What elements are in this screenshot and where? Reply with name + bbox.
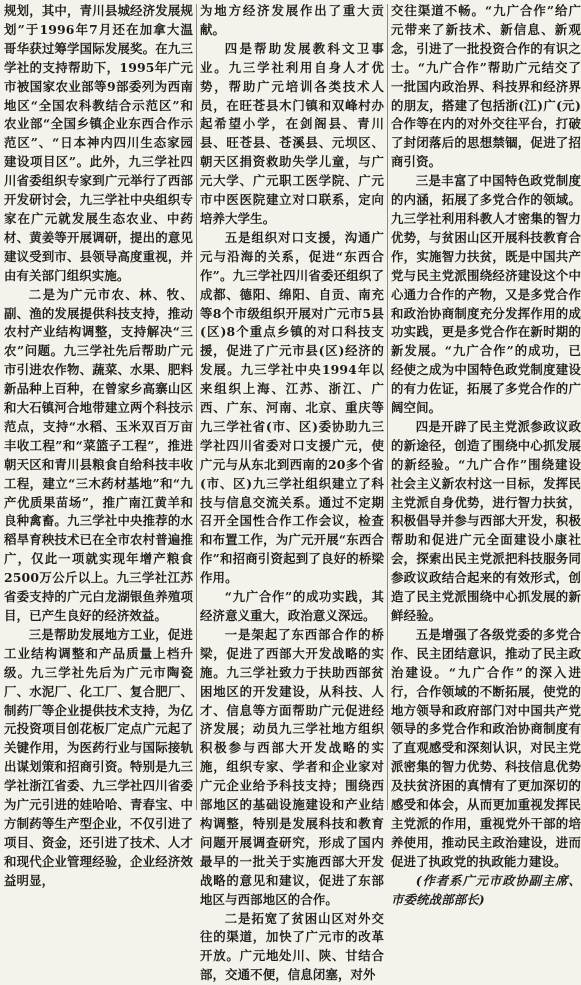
paragraph: 交往渠道不畅。“九广合作”给广元带来了新技术、新信息、新观念，引进了一批投资合作的有识之士。“九广合作”帮助广元结交了一批国内政治界、科技界和经济界的朋友，搭建了包括浙(江)广(元)合作等在内的对外交往平台，打破了封闭落后的思想禁锢，促进了招商引资。	[391, 2, 581, 172]
paragraph: 四是帮助发展教科文卫事业。九三学社利用自身人才优势，帮助广元培训各类技术人员，在旺苍县木门镇和双峰村办起希望小学，在剑阁县、青川县、旺苍县、苍溪县、元坝区、朝天区捐资救助失学儿童，与广元大学、广元职工医学院、广元市中医医院建立对口联系，定向培养大学生。	[200, 40, 384, 229]
column-divider	[196, 4, 197, 810]
paragraph: 二是为广元市农、林、牧、副、渔的发展提供科技支持，推动农村产业结构调整，支持解决“三农”问题。九三学社先后帮助广元市引进农作物、蔬菜、水果、肥料新品种上百种，在曾家乡高寨山区和大石镇河合地带建立两个科技示范点，支持“水稻、玉米双百万亩丰收工程”和“菜篮子工程”，推进朝天区和青川县粮食自给科技丰收工程，建立“三木药材基地”和“九产优质果苗场”，推广南江黄羊和良种禽畜。九三学社中央推荐的水稻旱育秧技术已在全市农村普遍推广，仅此一项就实现年增产粮食2500万公斤以上。九三学社江苏省委支持的广元白龙湖银鱼养殖项目，已产生良好的经济效益。	[4, 286, 193, 626]
paragraph: 二是拓宽了贫困山区对外交往的渠道，加快了广元市的改革开放。广元地处川、陕、甘结合部，交通不便，信息闭塞，对外	[200, 910, 384, 985]
paragraph: 三是帮助发展地方工业，促进工业结构调整和产品质量上档升级。九三学社先后为广元市陶瓷厂、水泥厂、化工厂、复合肥厂、制药厂等企业提供技术支持，为亿元投资项目创花板厂定点广元起了关键作用，为医药行业与国际接轨出谋划策和招商引资。特别是九三学社浙江省委、九三学社四川省委为广元引进的娃哈哈、青春宝、中方制药等生产型企业，不仅引进了项目、资金，还引进了技术、人才和现代企业管理经验，企业经济效益明显，	[4, 626, 193, 891]
paragraph: 四是开辟了民主党派参政议政的新途径，创造了围绕中心抓发展的新经验。“九广合作”围绕建设社会主义新农村这一目标，发挥民主党派自身优势，进行智力扶贫，积极倡导并参与西部大开发，积极帮助和促进广元全面建设小康社会，探索出民主党派把科技服务同参政议政结合起来的有效形式，创造了民主党派围绕中心抓发展的新鲜经验。	[391, 418, 581, 626]
paragraph: “九广合作”的成功实践，其经济意义重大，政治意义深远。	[200, 588, 384, 626]
paragraph: 为地方经济发展作出了重大贡献。	[200, 2, 384, 40]
paragraph: 三是丰富了中国特色政党制度的内涵，拓展了多党合作的领域。九三学社利用科教人才密集的智力优势，与贫困山区开展科技教育合作，实施智力扶贫，既是中国共产党与民主党派围绕经济建设这个中心通力合作的产物，又是多党合作和政治协商制度充分发挥作用的成功实践，更是多党合作在新时期的新发展。“九广合作”的成功，已经使之成为中国特色政党制度建设的有力佐证，拓展了多党合作的广阔空间。	[391, 172, 581, 418]
paragraph: 一是架起了东西部合作的桥梁，促进了西部大开发战略的实施。九三学社致力于扶助西部贫困地区的开发建设，从科技、人才、信息等方面帮助广元促进经济发展；动员九三学社地方组织积极参与西部大开发战略的实施，组织专家、学者和企业家对广元企业给予科技支持；围绕西部地区的基础设施建设和产业结构调整，特别是发展科技和教育问题开展调查研究，形成了国内最早的一批关于实施西部大开发战略的意见和建议，促进了东部地区与西部地区的合作。	[200, 626, 384, 910]
text-column-2	[200, 2, 384, 811]
text-column-3	[391, 2, 581, 811]
paragraph: 五是增强了各级党委的多党合作、民主团结意识，推动了民主政治建设。“九广合作”的深入进行，合作领域的不断拓展，使党的地方领导和政府部门对中国共产党领导的多党合作和政治协商制度有了直观感受和深刻认识，对民主党派密集的智力优势、科技信息优势及扶贫济困的真情有了更加深切的感受和体会，从而更加重视发挥民主党派的作用，重视党外干部的培养使用，推动民主政治建设，进而促进了执政党的执政能力建设。	[391, 626, 581, 872]
text-column-1	[4, 2, 193, 811]
paragraph: 五是组织对口支援，沟通广元与沿海的关系，促进“东西合作”。九三学社四川省委还组织了成都、德阳、绵阳、自贡、南充等8个市级组织开展对广元市5县(区)8个重点乡镇的对口科技支援，促进了广元市县(区)经济的发展。九三学社中央1994年以来组织上海、江苏、浙江、广西、广东、河南、北京、重庆等九三学社省(市、区)委协助九三学社四川省委对口支援广元，使广元与从东北到西南的20多个省(市、区)九三学社组织建立了科技与信息交流关系。通过不定期召开全国性合作工作会议，检查和布置工作，为广元开展“东西合作”和招商引资起到了良好的桥梁作用。	[200, 229, 384, 588]
paragraph: 规划，其中，青川县城经济发展规划”于1996年7月还在加拿大温哥华获过筹学国际发展奖。在九三学社的支持帮助下，1995年广元市被国家农业部等9部委列为西南地区“全国农科教结合示范区”和农业部“全国乡镇企业东西合作示范区”、“日本神内四川生态家园建设项目区”。此外，九三学社四川省委组织专家到广元举行了西部开发研讨会，九三学社中央组织专家在广元就发展生态农业、中药材、黄姜等开展调研，提出的意见建议受到市、县领导高度重视，并由有关部门组织实施。	[4, 2, 193, 286]
author-byline: (作者系广元市政协副主席、市委统战部部长)	[391, 872, 581, 910]
column-divider	[387, 4, 388, 810]
